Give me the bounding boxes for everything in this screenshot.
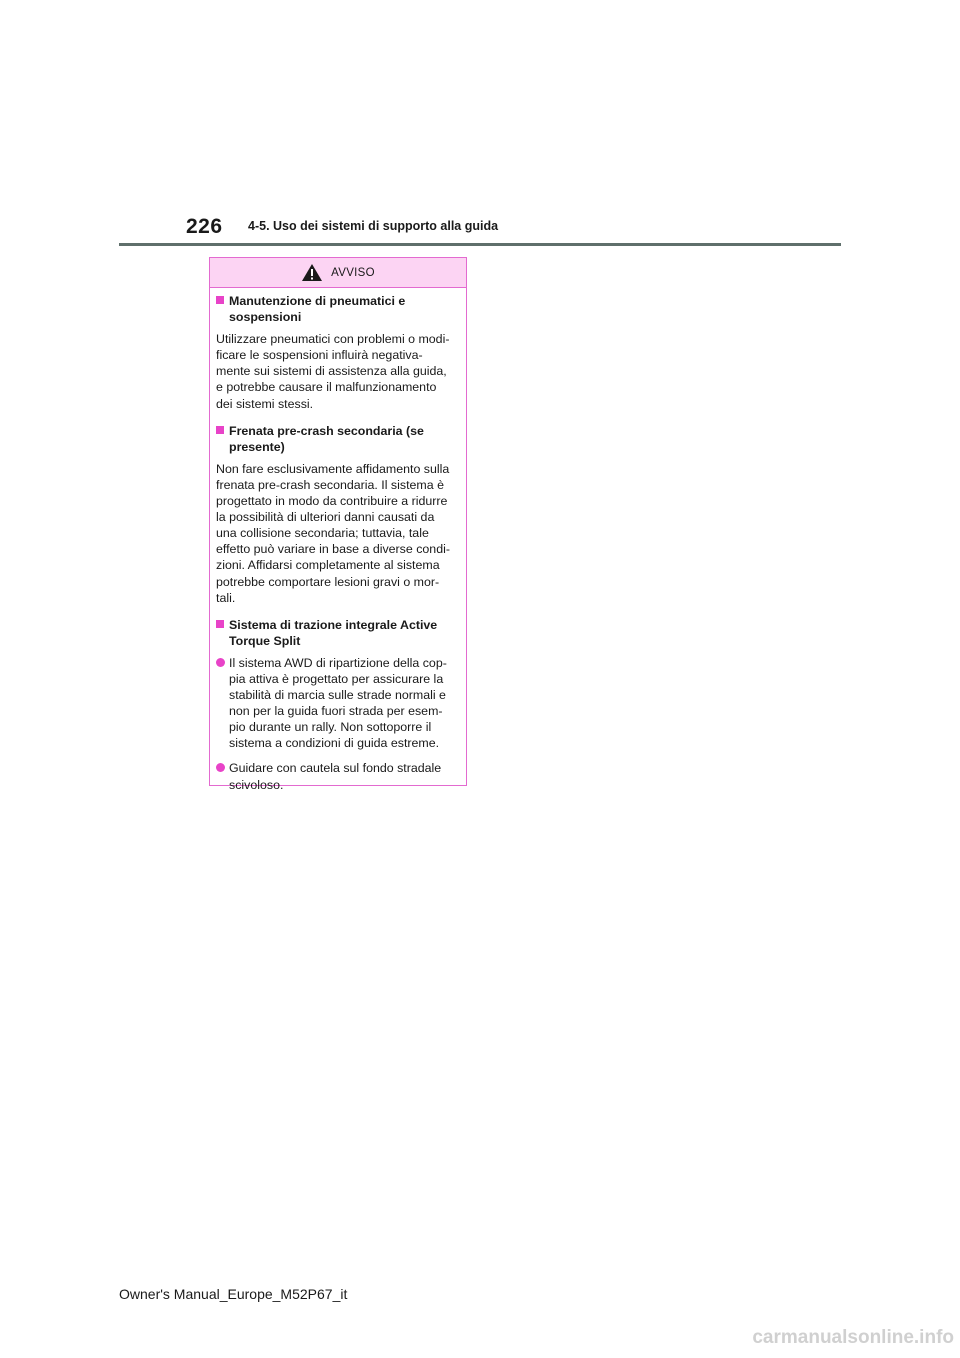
paragraph-line: ficare le sospensioni influirà negativa- [216,348,423,363]
warning-triangle-icon [301,263,323,282]
heading-line: Torque Split [229,633,301,648]
warning-label: AVVISO [331,266,375,279]
page-number: 226 [186,215,223,238]
bullet-item [216,760,460,792]
bullet-line: pio durante un rally. Non sottoporre il [229,720,432,735]
watermark: carmanualsonline.info [752,1327,954,1348]
bullet-line: pia attiva è progettato per assicurare la [229,671,444,686]
section-heading-tyres [216,293,460,325]
bullet-line: Il sistema AWD di ripartizione della cop- [229,655,447,670]
section-title: 4-5. Uso dei sistemi di supporto alla guida [248,219,499,233]
heading-line: Frenata pre-crash secondaria (se [229,423,424,438]
paragraph-line: potrebbe comportare lesioni gravi o mor- [216,574,440,589]
section-heading-pre-crash [216,423,460,455]
paragraph-line: dei sistemi stessi. [216,396,314,411]
bullet-item [216,655,460,752]
paragraph-line: tali. [216,590,236,605]
bullet-line: non per la guida fuori strada per esem- [229,704,443,719]
paragraph-line: progettato in modo da contribuire a ridurre [216,494,448,509]
section-paragraph [216,331,460,411]
heading-line: sospensioni [229,310,302,325]
square-bullet-icon [216,426,224,434]
warning-body [210,288,466,793]
square-bullet-icon [216,620,224,628]
paragraph-line: frenata pre-crash secondaria. Il sistema è [216,477,444,492]
circle-bullet-icon [216,763,225,772]
bullet-line: scivoloso. [229,777,284,792]
section-heading-awd [216,617,460,649]
heading-line: Manutenzione di pneumatici e [229,294,406,308]
footer-manual-id: Owner's Manual_Europe_M52P67_it [119,1286,348,1302]
bullet-line: Guidare con cautela sul fondo stradale [229,761,442,776]
paragraph-line: la possibilità di ulteriori danni causati da [216,510,435,525]
circle-bullet-icon [216,658,225,667]
heading-line: Sistema di trazione integrale Active [229,617,438,632]
paragraph-line: e potrebbe causare il malfunzionamento [216,380,437,395]
paragraph-line: Utilizzare pneumatici con problemi o modi- [216,332,450,347]
paragraph-line: Non fare esclusivamente affidamento sulla [216,461,450,476]
section-paragraph [216,461,460,606]
bullet-line: sistema a condizioni di guida estreme. [229,736,440,751]
paragraph-line: mente sui sistemi di assistenza alla guida, [216,364,447,379]
warning-header [210,258,466,288]
paragraph-line: zioni. Affidarsi completamente al sistema [216,558,440,573]
warning-box [209,257,467,792]
paragraph-line: una collisione secondaria; tuttavia, tale [216,526,429,541]
square-bullet-icon [216,296,224,304]
heading-line: presente) [229,439,285,454]
bullet-line: stabilità di marcia sulle strade normali e [229,688,446,703]
paragraph-line: effetto può variare in base a diverse condi- [216,542,450,557]
header-rule [119,243,841,246]
